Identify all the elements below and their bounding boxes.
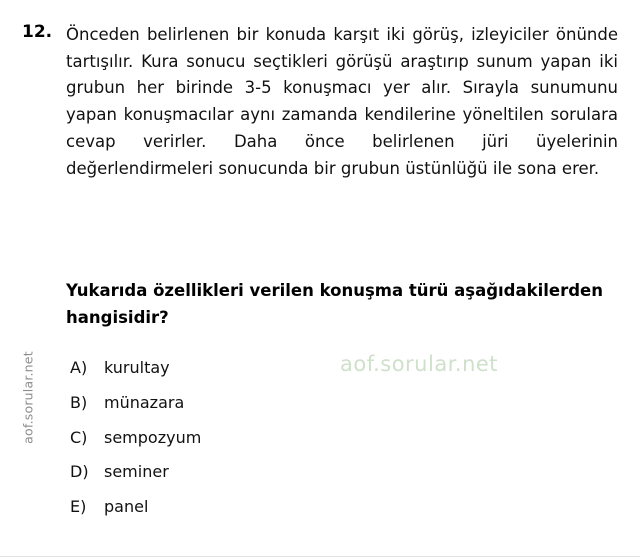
question-prompt	[66, 278, 618, 331]
center-watermark: aof.sorular.net	[340, 352, 499, 376]
option-d-letter: D)	[70, 462, 89, 482]
option-d[interactable]	[70, 462, 610, 483]
question-stem	[66, 22, 618, 182]
option-c[interactable]	[70, 428, 610, 449]
option-c-text: sempozyum	[104, 427, 202, 447]
question-stem-text: Önceden belirlenen bir konuda karşıt iki görüş, izleyiciler önünde tartışılır. Kura sonucu seçtikleri görüşü araştırıp sunum yapan iki grubun her birinde 3-5 konuşmacı yer alır. Sırayla sunumunu yapan konuşmacılar aynı zamanda kendilerine yöneltilen sorulara cevap verirler. Daha önce belirlenen jüri üyelerinin değerlendirmeleri sonucunda bir grubun üstünlüğü ile sona erer.	[66, 25, 618, 178]
option-b-letter: B)	[70, 392, 88, 412]
option-a-text: kurultay	[104, 358, 170, 377]
question-prompt-text: Yukarıda özellikleri verilen konuşma türü aşağıdakilerden hangisidir?	[66, 281, 603, 327]
option-a[interactable]	[70, 358, 610, 379]
option-d-text: seminer	[104, 462, 169, 482]
option-e-letter: E)	[70, 497, 87, 517]
side-watermark-text: aof.sorular.net	[20, 351, 36, 444]
option-b[interactable]	[70, 393, 610, 414]
option-a-letter: A)	[70, 358, 88, 377]
answer-options	[70, 358, 610, 532]
option-b-text: münazara	[104, 392, 185, 412]
option-c-letter: C)	[70, 427, 88, 447]
option-e[interactable]	[70, 497, 610, 518]
option-e-text: panel	[104, 497, 149, 517]
question-number: 12.	[22, 22, 53, 42]
